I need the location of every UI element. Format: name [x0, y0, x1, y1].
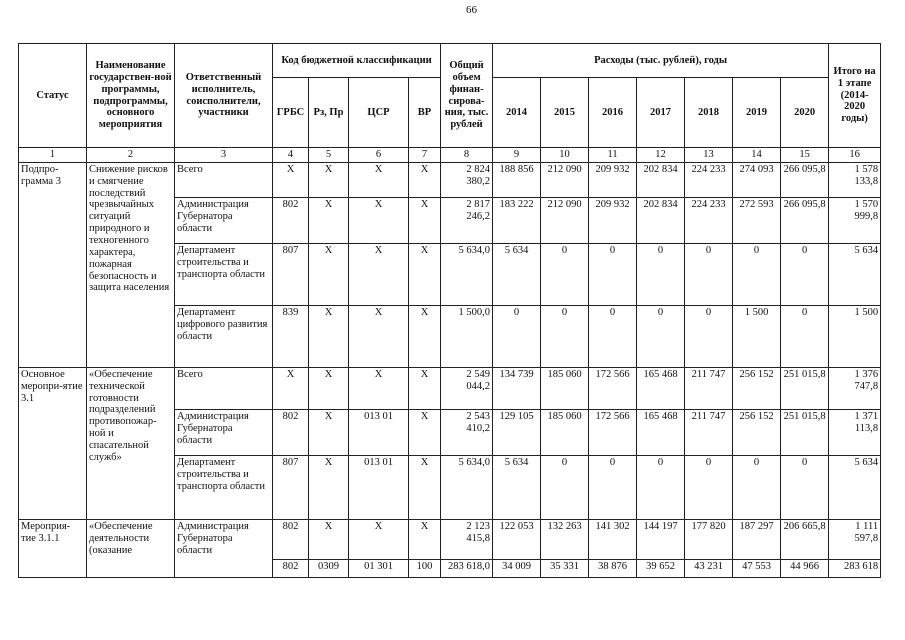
cell-year-value: 256 152: [733, 367, 781, 409]
cell-year-value: 0: [685, 243, 733, 305]
cell-vr: Х: [409, 367, 441, 409]
cell-year-value: 266 095,8: [781, 162, 829, 197]
cell-year-value: 0: [685, 455, 733, 519]
header-csr: ЦСР: [349, 78, 409, 148]
cell-stage-total: 283 618: [829, 559, 881, 577]
cell-grbs: Х: [273, 162, 309, 197]
cell-year-value: 211 747: [685, 409, 733, 455]
cell-year-value: 47 553: [733, 559, 781, 577]
cell-year-value: 44 966: [781, 559, 829, 577]
cell-year-value: 0: [541, 305, 589, 367]
cell-vr: Х: [409, 519, 441, 559]
col-number: 1: [19, 148, 87, 163]
cell-year-value: 0: [589, 305, 637, 367]
cell-year-value: 122 053: [493, 519, 541, 559]
cell-year-value: 274 093: [733, 162, 781, 197]
cell-executor: Всего: [175, 162, 273, 197]
header-executor: Ответственный исполнитель, соисполнители, участники: [175, 44, 273, 148]
cell-year-value: 34 009: [493, 559, 541, 577]
cell-csr: Х: [349, 305, 409, 367]
cell-year-value: 272 593: [733, 197, 781, 243]
col-number: 8: [441, 148, 493, 163]
cell-year-value: 0: [493, 305, 541, 367]
cell-name: «Обеспечение деятельности (оказание: [87, 519, 175, 577]
cell-year-value: 251 015,8: [781, 367, 829, 409]
header-year: 2017: [637, 78, 685, 148]
header-stage-total: Итого на 1 этапе (2014-2020 годы): [829, 44, 881, 148]
cell-total: 2 817 246,2: [441, 197, 493, 243]
cell-executor: Департамент строительства и транспорта области: [175, 243, 273, 305]
cell-total: 2 123 415,8: [441, 519, 493, 559]
cell-year-value: 141 302: [589, 519, 637, 559]
table-row: [19, 519, 881, 559]
cell-year-value: 224 233: [685, 197, 733, 243]
cell-total: 283 618,0: [441, 559, 493, 577]
cell-year-value: 202 834: [637, 197, 685, 243]
table-row: [19, 367, 881, 409]
col-number: 16: [829, 148, 881, 163]
budget-table: [18, 43, 881, 578]
table-row: [19, 162, 881, 197]
cell-vr: Х: [409, 197, 441, 243]
header-rzpr: Рз, Пр: [309, 78, 349, 148]
cell-rzpr: Х: [309, 455, 349, 519]
col-number: 15: [781, 148, 829, 163]
col-number: 14: [733, 148, 781, 163]
cell-year-value: 188 856: [493, 162, 541, 197]
cell-year-value: 0: [781, 305, 829, 367]
cell-year-value: 0: [541, 455, 589, 519]
cell-total: 2 549 044,2: [441, 367, 493, 409]
cell-year-value: 43 231: [685, 559, 733, 577]
cell-csr: 013 01: [349, 455, 409, 519]
cell-rzpr: 0309: [309, 559, 349, 577]
cell-year-value: 35 331: [541, 559, 589, 577]
page-number: 66: [466, 4, 477, 16]
cell-stage-total: 1 111 597,8: [829, 519, 881, 559]
cell-grbs: Х: [273, 367, 309, 409]
cell-year-value: 129 105: [493, 409, 541, 455]
cell-vr: Х: [409, 305, 441, 367]
cell-year-value: 39 652: [637, 559, 685, 577]
cell-year-value: 202 834: [637, 162, 685, 197]
cell-year-value: 1 500: [733, 305, 781, 367]
cell-stage-total: 5 634: [829, 455, 881, 519]
cell-year-value: 172 566: [589, 409, 637, 455]
col-number: 5: [309, 148, 349, 163]
cell-year-value: 0: [637, 455, 685, 519]
cell-total: 1 500,0: [441, 305, 493, 367]
cell-grbs: 802: [273, 559, 309, 577]
cell-grbs: 807: [273, 243, 309, 305]
cell-vr: Х: [409, 162, 441, 197]
cell-year-value: 144 197: [637, 519, 685, 559]
cell-year-value: 0: [733, 243, 781, 305]
cell-csr: Х: [349, 162, 409, 197]
cell-csr: Х: [349, 243, 409, 305]
cell-year-value: 0: [637, 305, 685, 367]
cell-year-value: 212 090: [541, 162, 589, 197]
cell-rzpr: Х: [309, 197, 349, 243]
cell-year-value: 165 468: [637, 409, 685, 455]
col-number: 12: [637, 148, 685, 163]
cell-year-value: 266 095,8: [781, 197, 829, 243]
cell-name: Снижение рисков и смягчение последствий чрезвычайных ситуаций природного и техногенного характера, пожарная безопасность и защита населения: [87, 162, 175, 367]
header-year: 2015: [541, 78, 589, 148]
col-number: 11: [589, 148, 637, 163]
cell-executor: Департамент цифрового развития области: [175, 305, 273, 367]
header-total-volume: Общий объем финан-сирова-ния, тыс. рублей: [441, 44, 493, 148]
header-name: Наименование государствен-ной программы, подпрограммы, основного мероприятия: [87, 44, 175, 148]
cell-year-value: 132 263: [541, 519, 589, 559]
cell-stage-total: 1 371 113,8: [829, 409, 881, 455]
cell-stage-total: 1 376 747,8: [829, 367, 881, 409]
cell-name: «Обеспечение технической готовности подразделений противопожар-ной и спасательной служб»: [87, 367, 175, 519]
cell-year-value: 187 297: [733, 519, 781, 559]
cell-executor: Администрация Губернатора области: [175, 519, 273, 577]
header-year: 2020: [781, 78, 829, 148]
cell-year-value: 183 222: [493, 197, 541, 243]
cell-grbs: 807: [273, 455, 309, 519]
cell-vr: Х: [409, 455, 441, 519]
cell-year-value: 209 932: [589, 197, 637, 243]
header-year: 2018: [685, 78, 733, 148]
header-year: 2019: [733, 78, 781, 148]
cell-year-value: 0: [589, 243, 637, 305]
header-status: Статус: [19, 44, 87, 148]
cell-stage-total: 1 570 999,8: [829, 197, 881, 243]
cell-executor: Департамент строительства и транспорта области: [175, 455, 273, 519]
cell-year-value: 206 665,8: [781, 519, 829, 559]
header-expenses: Расходы (тыс. рублей), годы: [493, 44, 829, 78]
cell-rzpr: Х: [309, 162, 349, 197]
cell-year-value: 165 468: [637, 367, 685, 409]
cell-year-value: 185 060: [541, 409, 589, 455]
cell-rzpr: Х: [309, 367, 349, 409]
cell-executor: Администрация Губернатора области: [175, 197, 273, 243]
header-year: 2016: [589, 78, 637, 148]
header-year: 2014: [493, 78, 541, 148]
cell-stage-total: 1 578 133,8: [829, 162, 881, 197]
cell-year-value: 38 876: [589, 559, 637, 577]
cell-executor: Всего: [175, 367, 273, 409]
col-number: 10: [541, 148, 589, 163]
cell-status: Подпро-грамма 3: [19, 162, 87, 367]
cell-year-value: 0: [781, 455, 829, 519]
cell-rzpr: Х: [309, 305, 349, 367]
cell-year-value: 256 152: [733, 409, 781, 455]
cell-year-value: 134 739: [493, 367, 541, 409]
cell-csr: Х: [349, 197, 409, 243]
cell-total: 2 543 410,2: [441, 409, 493, 455]
cell-year-value: 209 932: [589, 162, 637, 197]
cell-year-value: 0: [637, 243, 685, 305]
cell-grbs: 802: [273, 519, 309, 559]
cell-total: 2 824 380,2: [441, 162, 493, 197]
cell-rzpr: Х: [309, 519, 349, 559]
cell-year-value: 212 090: [541, 197, 589, 243]
cell-year-value: 251 015,8: [781, 409, 829, 455]
cell-year-value: 5 634: [493, 243, 541, 305]
header-vr: ВР: [409, 78, 441, 148]
cell-year-value: 0: [589, 455, 637, 519]
cell-year-value: 0: [541, 243, 589, 305]
cell-status: Мероприя-тие 3.1.1: [19, 519, 87, 577]
col-number: 4: [273, 148, 309, 163]
cell-status: Основное меропри-ятие 3.1: [19, 367, 87, 519]
cell-year-value: 172 566: [589, 367, 637, 409]
header-budget-code: Код бюджетной классификации: [273, 44, 441, 78]
col-number: 9: [493, 148, 541, 163]
cell-csr: Х: [349, 519, 409, 559]
cell-vr: Х: [409, 409, 441, 455]
table-body: [19, 162, 881, 577]
cell-year-value: 211 747: [685, 367, 733, 409]
cell-year-value: 0: [685, 305, 733, 367]
cell-executor: Администрация Губернатора области: [175, 409, 273, 455]
header-grbs: ГРБС: [273, 78, 309, 148]
cell-year-value: 185 060: [541, 367, 589, 409]
cell-csr: Х: [349, 367, 409, 409]
cell-stage-total: 1 500: [829, 305, 881, 367]
cell-rzpr: Х: [309, 243, 349, 305]
cell-year-value: 177 820: [685, 519, 733, 559]
cell-rzpr: Х: [309, 409, 349, 455]
cell-grbs: 802: [273, 197, 309, 243]
cell-year-value: 0: [781, 243, 829, 305]
cell-grbs: 802: [273, 409, 309, 455]
cell-grbs: 839: [273, 305, 309, 367]
cell-total: 5 634,0: [441, 455, 493, 519]
cell-year-value: 0: [733, 455, 781, 519]
cell-stage-total: 5 634: [829, 243, 881, 305]
col-number: 7: [409, 148, 441, 163]
cell-csr: 01 301: [349, 559, 409, 577]
col-number: 2: [87, 148, 175, 163]
cell-vr: Х: [409, 243, 441, 305]
col-number: 6: [349, 148, 409, 163]
cell-vr: 100: [409, 559, 441, 577]
cell-year-value: 224 233: [685, 162, 733, 197]
col-number: 13: [685, 148, 733, 163]
cell-total: 5 634,0: [441, 243, 493, 305]
cell-year-value: 5 634: [493, 455, 541, 519]
col-number: 3: [175, 148, 273, 163]
cell-csr: 013 01: [349, 409, 409, 455]
